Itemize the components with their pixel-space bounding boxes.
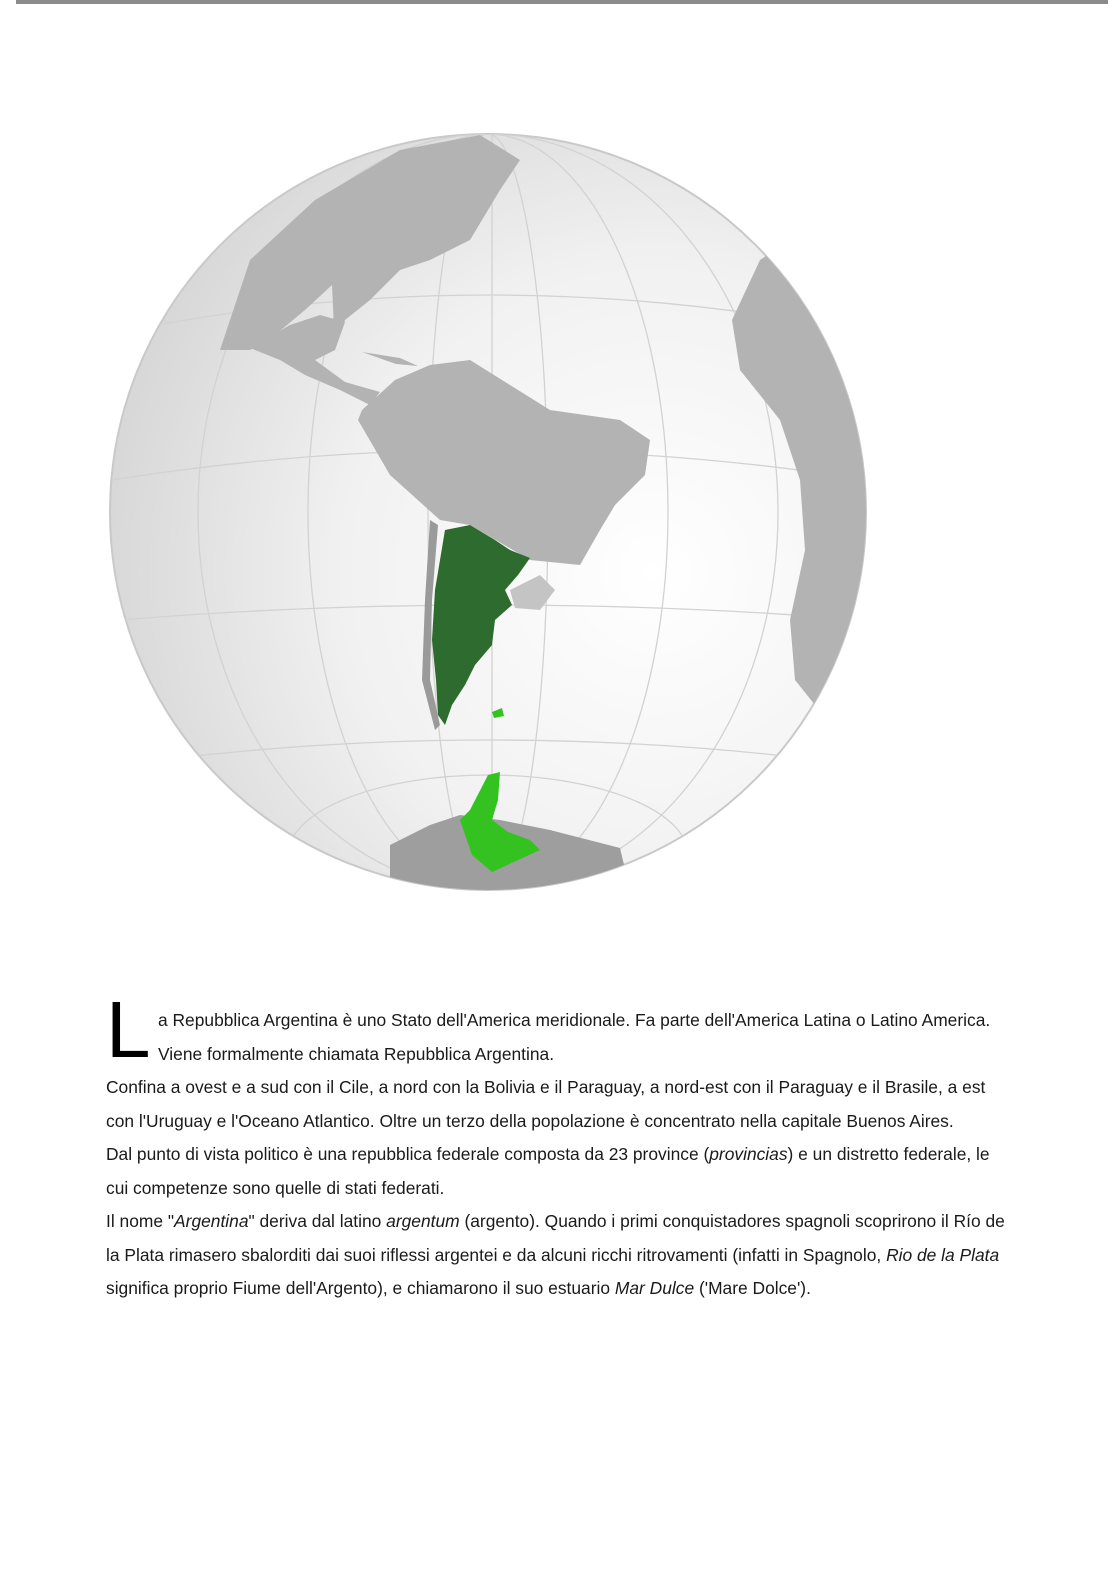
- globe-figure: [100, 120, 880, 910]
- origin-em-mar-dulce: Mar Dulce: [614, 1278, 695, 1298]
- origin-em-argentina: Argentina: [174, 1211, 249, 1231]
- origin-em-argentum: argentum: [386, 1211, 460, 1231]
- politics-text-a: Dal punto di vista politico è una repubblica federale composta da 23 province (: [106, 1144, 710, 1164]
- top-rule: [16, 0, 1108, 4]
- origin-text-b: " deriva dal latino: [248, 1211, 387, 1231]
- origin-em-rio: Rio de la Plata: [886, 1244, 1000, 1265]
- paragraph-name-origin: [106, 1205, 1016, 1306]
- origin-text-e: ('Mare Dolce').: [694, 1278, 811, 1298]
- paragraph-borders: Confina a ovest e a sud con il Cile, a nord con la Bolivia e il Paraguay, a nord-est con il Paraguay e il Brasile, a est con l'Uruguay e l'Oceano Atlantico. Oltre un terzo della popolazione è concentrato nella capitale Buenos Aires.: [106, 1077, 986, 1131]
- origin-text-c: (argento). Quando i primi conquistadores spagnoli scoprirono il Río de la Plata rimasero sbalorditi dai suoi riflessi argentei e da alcuni ricchi ritrovamenti (infatti in Spagnolo,: [106, 1211, 1005, 1265]
- politics-text-b: ) e un distretto federale, le cui competenze sono quelle di stati federati.: [106, 1144, 990, 1198]
- drop-cap: L: [106, 985, 151, 1074]
- paragraph-intro: [106, 985, 1016, 1074]
- globe-map: [100, 120, 880, 910]
- origin-text-d: significa proprio Fiume dell'Argento), e chiamarono il suo estuario: [106, 1278, 615, 1298]
- paragraph-politics: [106, 1138, 1016, 1205]
- intro-text: a Repubblica Argentina è uno Stato dell'America meridionale. Fa parte dell'America Latina o Latino America. Viene formalmente chiamata Repubblica Argentina.: [158, 1010, 991, 1064]
- politics-em: provincias: [709, 1144, 788, 1164]
- origin-text-a: Il nome ": [106, 1211, 175, 1231]
- body-text: [106, 985, 1016, 1306]
